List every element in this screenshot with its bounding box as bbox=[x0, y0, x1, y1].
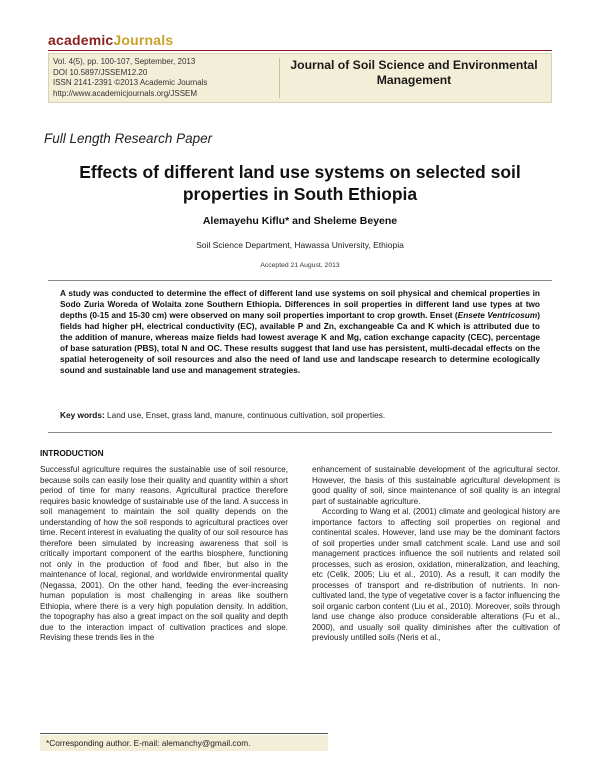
accepted-date: Accepted 21 August, 2013 bbox=[260, 262, 340, 269]
publisher-logo bbox=[48, 32, 173, 48]
journal-url[interactable]: http://www.academicjournals.org/JSSEM bbox=[53, 88, 198, 98]
corresponding-author-footnote: *Corresponding author. E-mail: alemanchy@gmail.com. bbox=[40, 735, 328, 751]
paper-authors: Alemayehu Kiflu* and Sheleme Beyene bbox=[202, 215, 398, 227]
publication-info bbox=[53, 57, 207, 99]
abstract-text-1: A study was conducted to determine the effect of different land use systems on soil physical and chemical properties in Sodo Zuria Woreda of Wolaita zone Southern Ethiopia. Differences in soil properties in different land use types at two depths (0-15 and 15-30 cm) were observed on many soil properties important to crop growth. Enset ( bbox=[60, 288, 540, 320]
body-column-right bbox=[312, 465, 560, 644]
abstract-top-rule bbox=[48, 280, 552, 281]
doi-info: DOI 10.5897/JSSEM12.20 bbox=[53, 67, 148, 77]
journal-name: Journal of Soil Science and Environmental Management bbox=[290, 58, 538, 87]
keywords bbox=[60, 410, 540, 421]
abstract-italic-term: Ensete Ventricosum bbox=[457, 310, 538, 320]
abstract-text-2: ) fields had higher pH, electrical conductivity (EC), available P and Zn, exchangeable Ca and K which is attributed due to the addition of manure, whereas maize fields had lowest average K and Mg, cation exchange capacity (CEC), percentage of base saturation (PBS), total N and OC. These results suggest that land use has persistent, multi-decadal effects on the spatial heterogeneity of soil resources and also the need of land use and landscape research to determine ecologically sound and sustainable land use and management strategies. bbox=[60, 310, 540, 375]
abstract-bottom-rule bbox=[48, 432, 552, 433]
logo-text-academic: academic bbox=[48, 32, 114, 48]
logo-divider bbox=[48, 50, 552, 51]
paragraph-left: Successful agriculture requires the sustainable use of soil resource, because soils can easily lose their quality and quantity within a short period of time for many reasons. Agricultural practice therefore requires basic knowledge of sustainable use of the land. A success in soil management to maintain the soil quality depends on the understanding of how the soil responds to agricultural practices over time. Recent interest in evaluating the quality of our soil resource has therefore been simulated by increasing awareness that soil is critically important component of the earths biosphere, functioning not only in the production of food and fiber, but also in the maintenance of local, regional, and worldwide environmental quality (Negassa, 2001). On the other hand, feeding the ever-increasing human population is most challenging in areas like southern Ethiopia, where there is a very high population density. In addition, the topography has also a great impact on the soil quality and depth due to the interaction impact of cultivation practices and slope. Revising these trends lies in the bbox=[40, 465, 288, 642]
logo-text-journals: Journals bbox=[113, 32, 174, 48]
footnote-rule bbox=[40, 733, 328, 734]
paragraph-right-2: According to Wang et al. (2001) climate and geological history are importance factors to affecting soil properties on regional and continental scales. However, land use may be the dominant factors of soil properties under small catchment scale. Land use and soil management practices influence the soil nutrients and related soil processes, such as erosion, oxidation, mineralization, and leaching, etc (Celik, 2005; Liu et al., 2010). As a result, it can modify the processes of transport and re-distribution of nutrients. In non-cultivated land, the type of vegetative cover is a factor influencing the soil organic carbon content (Liu et al., 2010). Moreover, soils through land use change also produce considerable alterations (Fu et al., 2000), and usually soil quality diminishes after the cultivation of previously untilled soils (Neris et al., bbox=[312, 507, 560, 642]
paragraph-right-1: enhancement of sustainable development of the agricultural sector. However, the basis of this sustainable agricultural development is good quality of soil, since maintenance of soil quality is an integral part of sustainable agriculture. bbox=[312, 465, 560, 506]
paper-type: Full Length Research Paper bbox=[44, 131, 213, 146]
keywords-list: Land use, Enset, grass land, manure, continuous cultivation, soil properties. bbox=[104, 410, 386, 420]
abstract bbox=[60, 288, 540, 376]
body-column-left bbox=[40, 465, 288, 644]
paper-title: Effects of different land use systems on selected soil properties in South Ethiopia bbox=[79, 162, 521, 204]
author-affiliation: Soil Science Department, Hawassa University, Ethiopia bbox=[196, 240, 404, 250]
section-heading-introduction: INTRODUCTION bbox=[40, 448, 104, 458]
header-divider bbox=[279, 58, 280, 98]
volume-info: Vol. 4(5), pp. 100-107, September, 2013 bbox=[53, 57, 196, 66]
journal-header-box bbox=[48, 53, 552, 103]
keywords-label: Key words: bbox=[60, 410, 105, 420]
issn-info: ISSN 2141-2391 ©2013 Academic Journals bbox=[53, 78, 208, 87]
